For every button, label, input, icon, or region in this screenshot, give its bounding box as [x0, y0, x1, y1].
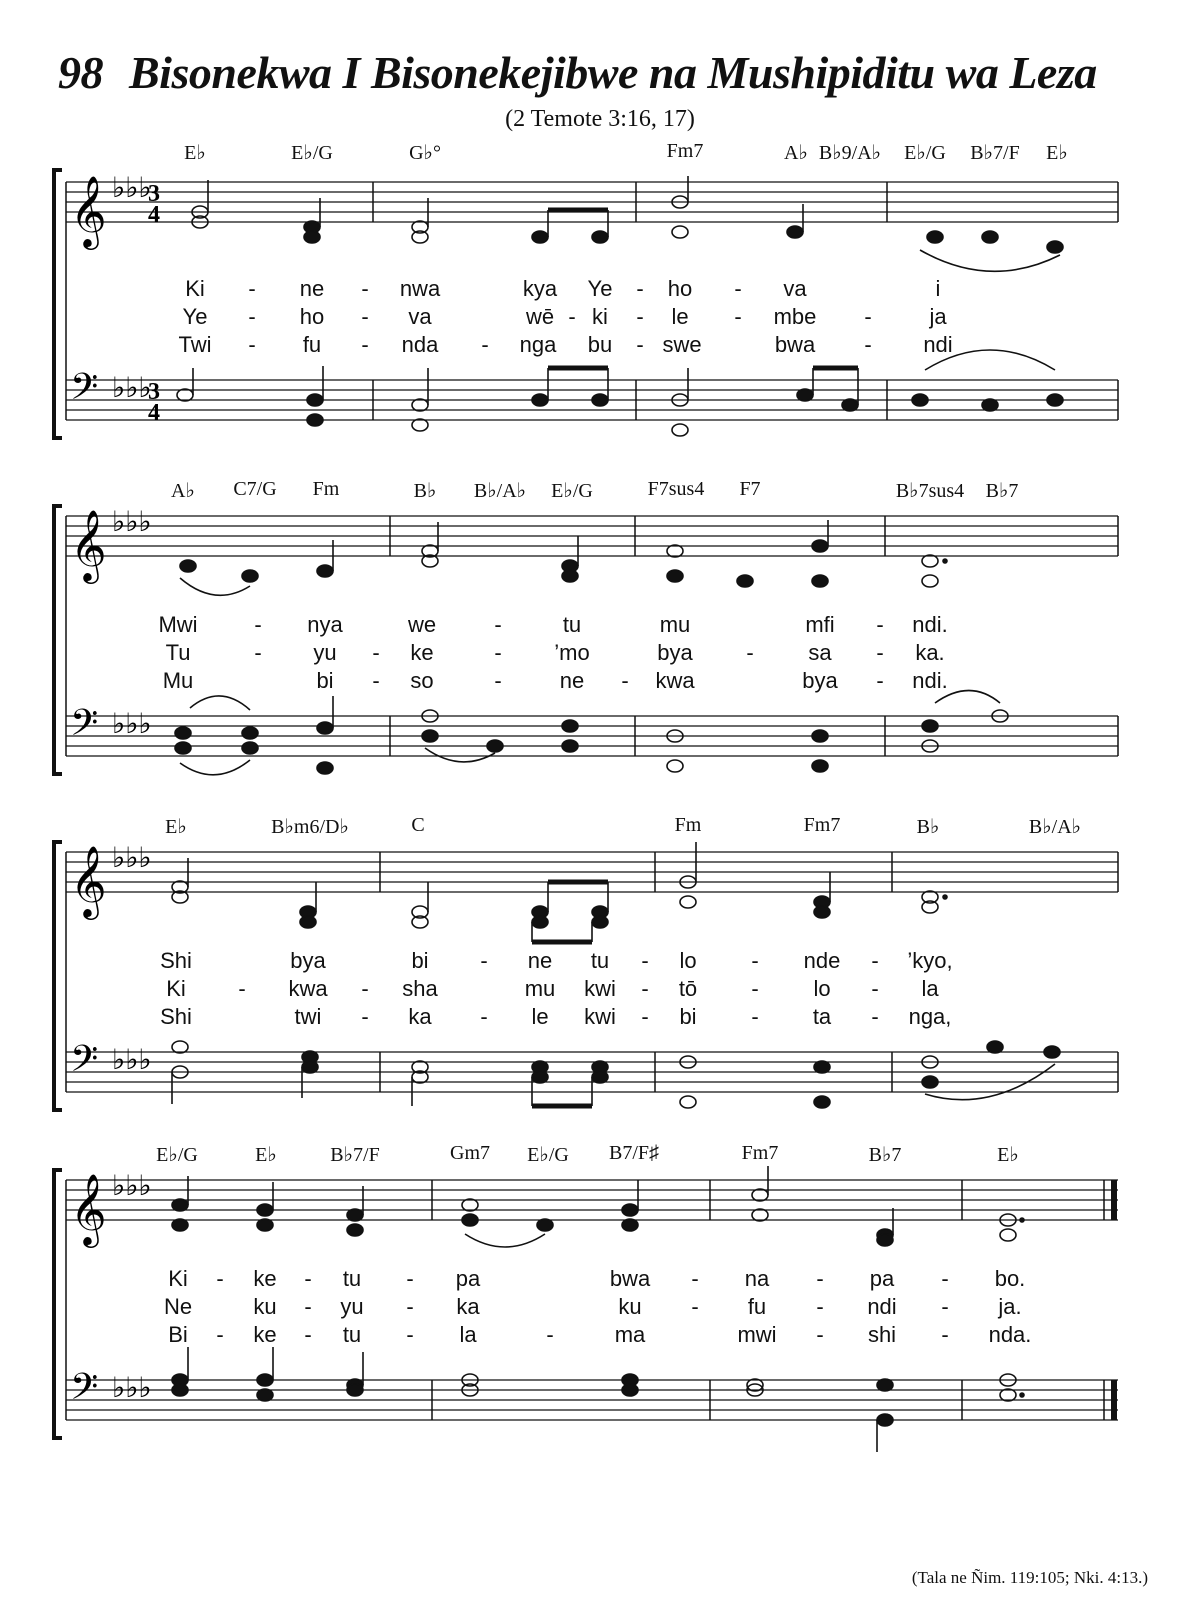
lyric-syllable: ma: [614, 1322, 646, 1347]
lyric-syllable: na: [744, 1266, 770, 1291]
lyric-hyphen: -: [734, 276, 742, 301]
lyric-syllable: le: [671, 304, 689, 329]
lyric-hyphen: -: [216, 1322, 224, 1347]
lyric-syllable: bo.: [994, 1266, 1026, 1291]
lyric-syllable: yu: [313, 640, 337, 665]
key-flat-icon: ♭♭♭: [112, 1043, 152, 1076]
lyric-hyphen: -: [816, 1294, 824, 1319]
treble-staff-lines: [66, 182, 1118, 222]
chord-symbol: A♭: [784, 142, 808, 164]
time-signature-bottom: 4: [148, 202, 160, 228]
lyric-syllable: Ne: [163, 1294, 193, 1319]
lyric-hyphen: -: [636, 276, 644, 301]
lyric-syllable: ke: [253, 1266, 277, 1291]
lyric-hyphen: -: [876, 668, 884, 693]
lyric-hyphen: -: [816, 1322, 824, 1347]
lyric-syllable: ja.: [998, 1294, 1022, 1319]
lyric-syllable: ta: [812, 1004, 832, 1029]
key-flat-icon: ♭♭♭: [112, 1169, 152, 1202]
lyric-syllable: mfi: [805, 612, 835, 637]
treble-clef-icon: 𝄞: [70, 1172, 107, 1245]
lyric-hyphen: -: [691, 1294, 699, 1319]
system-1: [0, 140, 1200, 460]
lyric-syllable: kwi: [584, 1004, 616, 1029]
lyric-hyphen: -: [406, 1322, 414, 1347]
chord-symbol: Fm: [312, 478, 340, 500]
lyric-hyphen: -: [941, 1266, 949, 1291]
chord-symbol: B♭9/A♭: [818, 142, 882, 164]
lyric-syllable: le: [531, 1004, 549, 1029]
lyric-syllable: ho: [299, 304, 325, 329]
key-flat-icon: ♭♭♭: [112, 1371, 152, 1404]
lyric-hyphen: -: [864, 332, 872, 357]
lyric-syllable: Ki: [166, 976, 186, 1001]
lyric-syllable: ndi.: [912, 668, 948, 693]
chord-symbol: F7: [739, 478, 761, 500]
lyric-hyphen: -: [751, 976, 759, 1001]
time-signature-top: 3: [148, 181, 160, 207]
lyric-syllable: pa: [869, 1266, 895, 1291]
lyric-syllable: kwi: [584, 976, 616, 1001]
chord-symbol: C7/G: [233, 478, 277, 500]
lyric-hyphen: -: [816, 1266, 824, 1291]
lyric-syllable: ne: [527, 948, 553, 973]
lyric-hyphen: -: [372, 668, 380, 693]
lyric-hyphen: -: [361, 332, 369, 357]
lyric-syllable: bwa: [774, 332, 816, 357]
lyric-hyphen: -: [641, 976, 649, 1001]
lyric-hyphen: -: [494, 668, 502, 693]
lyric-syllable: Shi: [160, 1004, 192, 1029]
chord-symbol: Fm7: [803, 814, 841, 836]
lyric-syllable: va: [783, 276, 807, 301]
lyric-verse-3: [0, 1322, 1200, 1350]
treble-clef-icon: 𝄞: [70, 174, 107, 247]
lyric-syllable: ndi: [867, 1294, 897, 1319]
scripture-reference: (2 Temote 3:16, 17): [505, 106, 695, 132]
lyric-hyphen: -: [238, 976, 246, 1001]
lyric-syllable: bwa: [609, 1266, 651, 1291]
lyric-syllable: ’kyo,: [907, 948, 953, 973]
lyric-hyphen: -: [216, 1266, 224, 1291]
lyric-syllable: la: [921, 976, 939, 1001]
lyric-syllable: ndi.: [912, 612, 948, 637]
lyric-hyphen: -: [871, 976, 879, 1001]
lyric-hyphen: -: [361, 304, 369, 329]
lyric-hyphen: -: [304, 1294, 312, 1319]
lyric-syllable: sa: [808, 640, 832, 665]
lyric-syllable: nga,: [908, 1004, 952, 1029]
lyric-syllable: Ye: [587, 276, 613, 301]
chord-symbol: F7sus4: [647, 478, 705, 500]
treble-clef-icon: 𝄞: [70, 844, 107, 917]
lyric-hyphen: -: [361, 276, 369, 301]
lyric-syllable: nya: [307, 612, 343, 637]
lyric-hyphen: -: [361, 976, 369, 1001]
lyric-syllable: bi: [411, 948, 429, 973]
lyric-syllable: yu: [340, 1294, 364, 1319]
lyric-syllable: Mwi: [158, 612, 198, 637]
lyric-hyphen: -: [876, 640, 884, 665]
chord-symbol: B♭/A♭: [1028, 816, 1082, 838]
key-flat-icon: ♭♭♭: [112, 707, 152, 740]
lyric-syllable: ho: [667, 276, 693, 301]
chord-symbol: E♭: [165, 816, 187, 838]
lyric-hyphen: -: [248, 304, 256, 329]
lyric-syllable: mbe: [773, 304, 817, 329]
chord-symbol: E♭/G: [156, 1144, 198, 1166]
lyric-hyphen: -: [746, 640, 754, 665]
lyric-hyphen: -: [941, 1322, 949, 1347]
lyric-syllable: wē: [525, 304, 555, 329]
lyric-hyphen: -: [691, 1266, 699, 1291]
lyric-syllable: bya: [657, 640, 693, 665]
lyric-hyphen: -: [361, 1004, 369, 1029]
lyric-verse-3: [0, 1004, 1200, 1032]
lyric-hyphen: -: [480, 1004, 488, 1029]
lyric-syllable: lo: [679, 948, 697, 973]
lyric-syllable: Mu: [162, 668, 194, 693]
lyric-syllable: twi: [294, 1004, 322, 1029]
bass-clef-icon: 𝄢: [70, 702, 99, 753]
time-signature-bottom: 4: [148, 400, 160, 426]
lyric-hyphen: -: [494, 612, 502, 637]
lyric-hyphen: -: [751, 1004, 759, 1029]
key-flat-icon: ♭♭♭: [112, 841, 152, 874]
hymn-title-line: [58, 46, 1097, 99]
lyric-syllable: ki: [592, 304, 608, 329]
lyric-syllable: ne: [299, 276, 325, 301]
system-3: [0, 814, 1200, 1134]
lyric-syllable: shi: [867, 1322, 897, 1347]
lyric-syllable: lo: [813, 976, 831, 1001]
lyric-hyphen: -: [734, 304, 742, 329]
chord-symbol: E♭/G: [551, 480, 593, 502]
chord-symbol: Gm7: [450, 1142, 490, 1164]
lyric-syllable: ka: [408, 1004, 432, 1029]
lyric-syllable: ne: [559, 668, 585, 693]
lyric-syllable: nga: [519, 332, 557, 357]
lyric-hyphen: -: [871, 948, 879, 973]
chord-symbol: B♭: [916, 816, 940, 838]
chord-symbol: E♭: [184, 142, 206, 164]
lyric-syllable: bu: [587, 332, 613, 357]
lyric-syllable: nwa: [399, 276, 441, 301]
lyric-syllable: tu: [590, 948, 610, 973]
lyric-syllable: bya: [290, 948, 326, 973]
lyric-verse-2: [0, 640, 1200, 668]
bass-clef-icon: 𝄢: [70, 1366, 99, 1417]
chord-symbol: B♭7: [985, 480, 1019, 502]
lyric-syllable: Ki: [168, 1266, 188, 1291]
lyric-hyphen: -: [621, 668, 629, 693]
lyric-hyphen: -: [480, 948, 488, 973]
chord-symbol: B♭m6/D♭: [271, 816, 349, 838]
lyric-syllable: tō: [678, 976, 698, 1001]
lyric-syllable: Ye: [182, 304, 208, 329]
lyric-syllable: we: [407, 612, 437, 637]
lyric-syllable: ka: [456, 1294, 480, 1319]
chord-symbol: A♭: [171, 480, 195, 502]
chord-symbol: B♭: [413, 480, 437, 502]
chord-symbol: C: [411, 814, 425, 836]
lyric-syllable: la: [459, 1322, 477, 1347]
lyric-syllable: kya: [522, 276, 558, 301]
lyric-syllable: mu: [524, 976, 556, 1001]
lyric-syllable: Shi: [160, 948, 192, 973]
chord-symbol: Fm: [674, 814, 702, 836]
chord-symbol: Fm7: [741, 1142, 779, 1164]
chord-symbol: B♭7sus4: [895, 480, 965, 502]
lyric-syllable: Ki: [185, 276, 205, 301]
chord-symbol: E♭: [997, 1144, 1019, 1166]
lyric-syllable: ’mo: [554, 640, 590, 665]
chord-symbol: B♭/A♭: [473, 480, 527, 502]
lyric-syllable: swe: [662, 332, 702, 357]
lyric-hyphen: -: [254, 640, 262, 665]
bass-clef-icon: 𝄢: [70, 1038, 99, 1089]
lyric-syllable: ke: [253, 1322, 277, 1347]
lyric-verse-3: [0, 332, 1200, 360]
lyric-hyphen: -: [248, 332, 256, 357]
lyric-syllable: Bi: [168, 1322, 188, 1347]
chord-symbol: E♭/G: [291, 142, 333, 164]
lyric-verse-1: [0, 276, 1200, 304]
lyric-syllable: sha: [402, 976, 438, 1001]
chord-symbol: E♭: [1046, 142, 1068, 164]
chord-symbol: G♭°: [409, 142, 441, 164]
cross-reference-footer: (Tala ne Ñim. 119:105; Nki. 4:13.): [911, 1568, 1148, 1587]
chord-symbol: E♭/G: [904, 142, 946, 164]
lyric-syllable: mwi: [737, 1322, 777, 1347]
lyric-syllable: so: [410, 668, 434, 693]
treble-clef-icon: 𝄞: [70, 508, 107, 581]
lyric-verse-2: [0, 1294, 1200, 1322]
lyric-syllable: tu: [342, 1322, 362, 1347]
lyric-syllable: nde: [803, 948, 841, 973]
lyric-hyphen: -: [636, 304, 644, 329]
lyric-verse-1: [0, 612, 1200, 640]
lyric-verse-1: [0, 948, 1200, 976]
lyric-syllable: ndi: [923, 332, 953, 357]
chord-symbol: E♭: [255, 1144, 277, 1166]
lyric-hyphen: -: [406, 1294, 414, 1319]
lyric-hyphen: -: [481, 332, 489, 357]
lyric-verse-1: [0, 1266, 1200, 1294]
lyric-hyphen: -: [254, 612, 262, 637]
lyric-syllable: ku: [618, 1294, 642, 1319]
lyric-hyphen: -: [641, 1004, 649, 1029]
lyric-hyphen: -: [641, 948, 649, 973]
lyric-hyphen: -: [372, 640, 380, 665]
lyric-syllable: kwa: [655, 668, 695, 693]
lyric-syllable: pa: [455, 1266, 481, 1291]
chord-symbol: B7/F♯: [608, 1142, 660, 1164]
lyric-syllable: ka.: [915, 640, 945, 665]
key-flat-icon: ♭♭♭: [112, 171, 152, 204]
lyric-hyphen: -: [406, 1266, 414, 1291]
chord-symbol: B♭7/F: [970, 142, 1020, 164]
lyric-hyphen: -: [568, 304, 576, 329]
lyric-hyphen: -: [546, 1322, 554, 1347]
lyric-syllable: ke: [410, 640, 434, 665]
lyric-syllable: Twi: [178, 332, 212, 357]
lyric-syllable: bi: [316, 668, 334, 693]
key-flat-icon: ♭♭♭: [112, 371, 152, 404]
lyric-syllable: i: [935, 276, 941, 301]
lyric-hyphen: -: [248, 276, 256, 301]
bass-notes: [177, 350, 1063, 436]
chord-symbol: B♭7: [868, 1144, 902, 1166]
lyric-verse-3: [0, 668, 1200, 696]
lyric-hyphen: -: [494, 640, 502, 665]
lyric-hyphen: -: [864, 304, 872, 329]
key-flat-icon: ♭♭♭: [112, 505, 152, 538]
lyric-syllable: va: [408, 304, 432, 329]
lyric-syllable: kwa: [288, 976, 328, 1001]
lyric-hyphen: -: [304, 1322, 312, 1347]
lyric-syllable: nda.: [988, 1322, 1032, 1347]
lyric-hyphen: -: [751, 948, 759, 973]
lyric-verse-2: [0, 304, 1200, 332]
bass-clef-icon: 𝄢: [70, 366, 99, 417]
time-signature-top: 3: [148, 379, 160, 405]
lyric-verse-2: [0, 976, 1200, 1004]
lyric-syllable: fu: [747, 1294, 767, 1319]
chord-symbol: E♭/G: [527, 1144, 569, 1166]
lyric-syllable: nda: [401, 332, 439, 357]
lyric-syllable: tu: [342, 1266, 362, 1291]
lyric-syllable: ku: [253, 1294, 277, 1319]
lyric-syllable: bya: [802, 668, 838, 693]
hymn-number: 98: [58, 47, 103, 98]
lyric-hyphen: -: [304, 1266, 312, 1291]
system-4: [0, 1142, 1200, 1462]
lyric-syllable: ja: [929, 304, 947, 329]
lyric-hyphen: -: [871, 1004, 879, 1029]
chord-symbol: Fm7: [666, 140, 704, 162]
lyric-hyphen: -: [876, 612, 884, 637]
lyric-hyphen: -: [636, 332, 644, 357]
lyric-hyphen: -: [941, 1294, 949, 1319]
lyric-syllable: bi: [679, 1004, 697, 1029]
lyric-syllable: mu: [659, 612, 691, 637]
system-2: [0, 478, 1200, 798]
lyric-syllable: Tu: [165, 640, 191, 665]
lyric-syllable: tu: [562, 612, 582, 637]
hymn-title: Bisonekwa I Bisonekejibwe na Mushipiditu wa Leza: [129, 47, 1097, 98]
lyric-syllable: fu: [302, 332, 322, 357]
treble-notes: [192, 176, 1063, 271]
chord-symbol: B♭7/F: [330, 1144, 380, 1166]
